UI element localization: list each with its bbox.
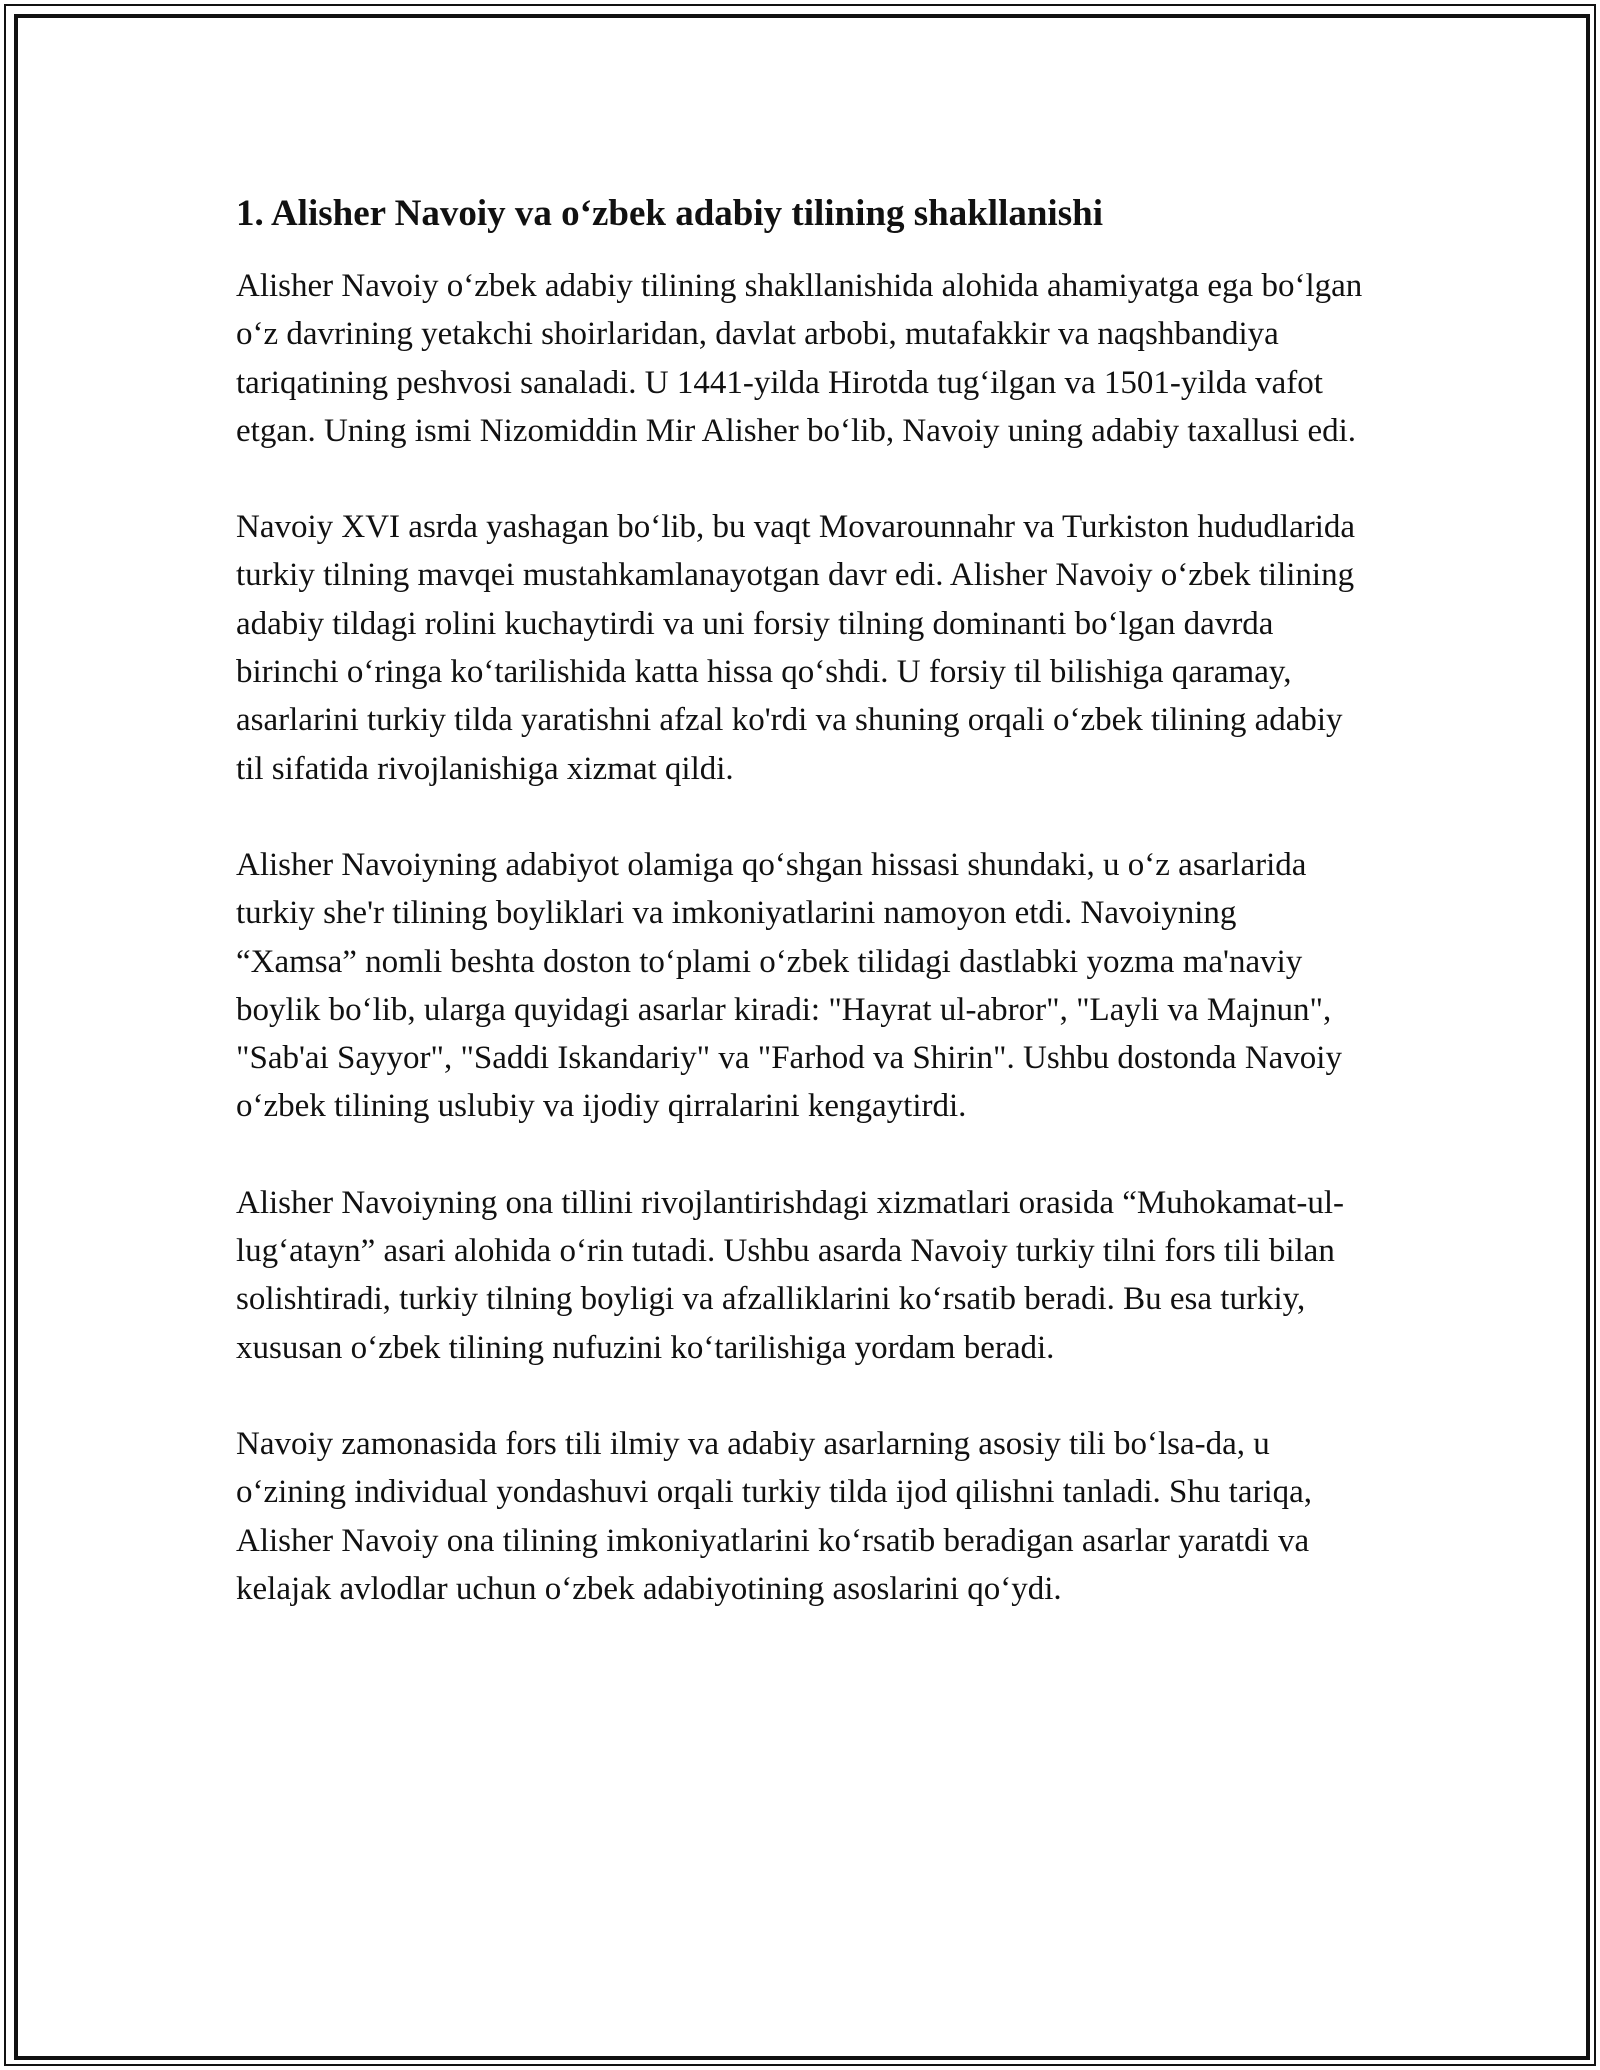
paragraph-3: Alisher Navoiyning adabiyot olamiga qo‘shgan hissasi shundaki, u o‘z asarlarida turkiy she'r tilining boyliklari va imkoniyatlarini namoyon etdi. Navoiyning “Xamsa” nomli beshta doston to‘plami o‘zbek tilidagi dastlabki yozma ma'naviy boylik bo‘lib, ularga quyidagi asarlar kiradi: "Hayrat ul-abror", "Layli va Majnun", "Sab'ai Sayyor", "Saddi Iskandariy" va "Farhod va Shirin". Ushbu dostonda Navoiy o‘zbek tilining uslubiy va ijodiy qirralarini kengaytirdi. (236, 846, 1342, 1125)
paragraph-1: Alisher Navoiy o‘zbek adabiy tilining shakllanishida alohida ahamiyatga ega bo‘lgan o‘z davrining yetakchi shoirlaridan, davlat arbobi, mutafakkir va naqshbandiya tariqatining peshvosi sanaladi. U 1441-yilda Hirotda tug‘ilgan va 1501-yilda vafot etgan. Uning ismi Nizomiddin Mir Alisher bo‘lib, Navoiy uning adabiy taxallusi edi. (236, 268, 1363, 449)
paragraph-2: Navoiy XVI asrda yashagan bo‘lib, bu vaqt Movarounnahr va Turkiston hududlarida turkiy tilning mavqei mustahkamlanayotgan davr edi. Alisher Navoiy o‘zbek tilining adabiy tildagi rolini kuchaytirdi va uni forsiy tilning dominanti bo‘lgan davrda birinchi o‘ringa ko‘tarilishida katta hissa qo‘shdi. U forsiy til bilishiga qaramay, asarlarini turkiy tilda yaratishni afzal ko'rdi va shuning orqali o‘zbek tilining adabiy til sifatida rivojlanishiga xizmat qildi. (236, 509, 1356, 787)
document-body (236, 186, 1364, 1661)
page-title: 1. Alisher Navoiy va o‘zbek adabiy tilining shakllanishi (236, 193, 1103, 234)
paragraph-5: Navoiy zamonasida fors tili ilmiy va adabiy asarlarning asosiy tili bo‘lsa-da, u o‘zining individual yondashuvi orqali turkiy tilda ijod qilishni tanladi. Shu tariqa, Alisher Navoiy ona tilining imkoniyatlarini ko‘rsatib beradigan asarlar yaratdi va kelajak avlodlar uchun o‘zbek adabiyotining asoslarini qo‘ydi. (236, 1425, 1313, 1607)
paragraph-4: Alisher Navoiyning ona tillini rivojlantirishdagi xizmatlari orasida “Muhokamat-ul-lug‘atayn” asari alohida o‘rin tutadi. Ushbu asarda Navoiy turkiy tilni fors tili bilan solishtiradi, turkiy tilning boyligi va afzalliklarini ko‘rsatib beradi. Bu esa turkiy, xususan o‘zbek tilining nufuzini ko‘tarilishiga yordam beradi. (236, 1184, 1344, 1366)
